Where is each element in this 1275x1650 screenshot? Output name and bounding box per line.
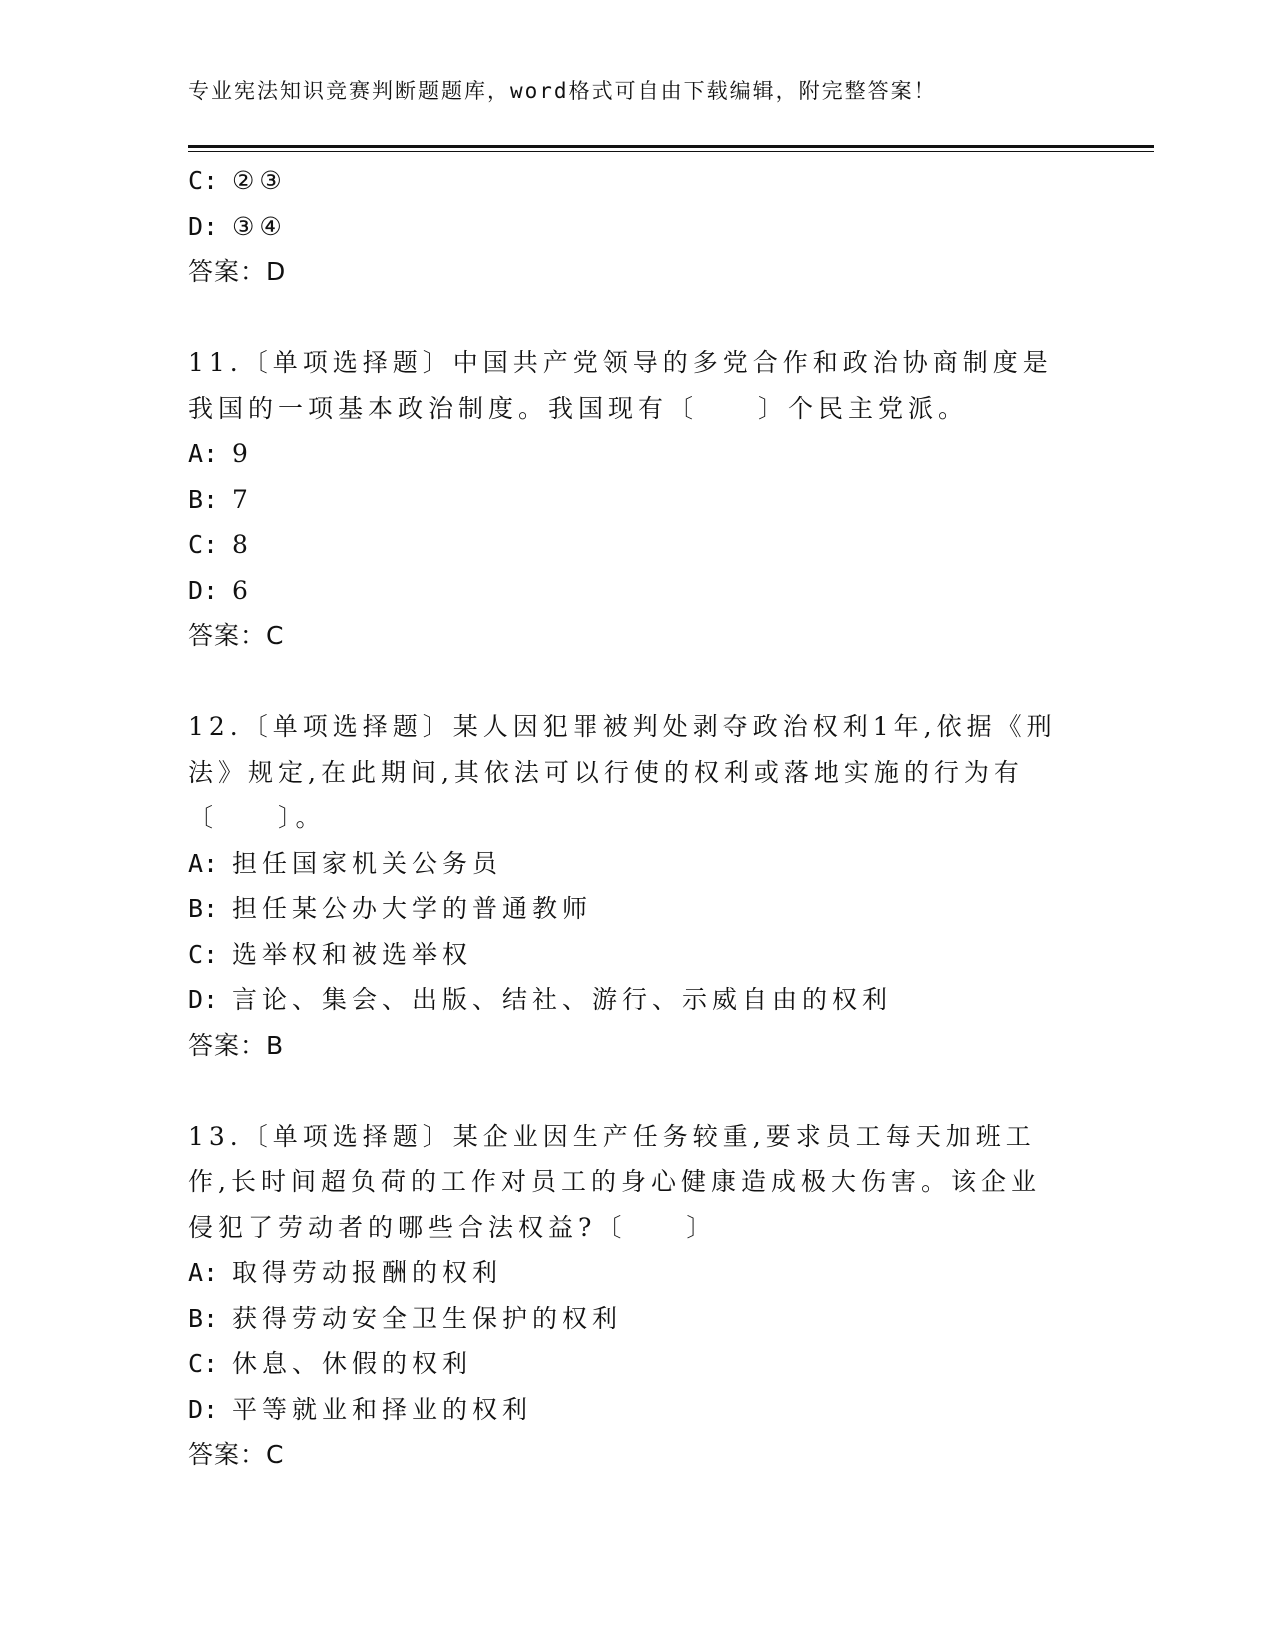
option-text: 选举权和被选举权: [232, 939, 473, 969]
option-b: [188, 1296, 1088, 1342]
question-stem: 12.〔单项选择题〕某人因犯罪被判处剥夺政治权利1年,依据《刑法》规定,在此期间,其依法可以行使的权利或落地实施的行为有〔 〕。: [188, 712, 1057, 832]
question-12: [188, 704, 1088, 1068]
answer-line: 答案：D: [188, 257, 287, 286]
option-a: [188, 431, 1088, 477]
question-11: [188, 340, 1088, 659]
question-13: [188, 1114, 1088, 1478]
option-text: 获得劳动安全卫生保护的权利: [232, 1303, 623, 1333]
option-letter: A:: [188, 1258, 219, 1287]
spacer: [188, 659, 1088, 705]
option-letter: C:: [188, 166, 219, 195]
answer-line: 答案：B: [188, 1030, 285, 1060]
option-letter: B:: [188, 484, 219, 514]
option-text: 担任国家机关公务员: [232, 848, 503, 878]
header-rule-thick: [188, 145, 1154, 148]
option-letter: C:: [188, 939, 219, 969]
spacer: [188, 1068, 1088, 1114]
option-text: 7: [232, 484, 253, 514]
option-c: [188, 522, 1088, 568]
option-d: [188, 204, 1088, 250]
option-text: ③④: [232, 211, 287, 241]
option-text: ②③: [232, 166, 287, 195]
option-b: [188, 477, 1088, 523]
option-c: [188, 1341, 1088, 1387]
option-d: [188, 1387, 1088, 1433]
option-letter: B:: [188, 894, 219, 923]
option-text: 8: [232, 530, 253, 559]
option-text: 6: [232, 575, 253, 605]
option-text: 9: [232, 439, 253, 468]
header-rule-thin: [188, 151, 1154, 152]
option-letter: D:: [188, 985, 219, 1014]
option-d: [188, 568, 1088, 614]
option-text: 言论、集会、出版、结社、游行、示威自由的权利: [232, 985, 893, 1014]
option-letter: D:: [188, 575, 219, 605]
option-letter: A:: [188, 439, 219, 468]
option-text: 休息、休假的权利: [232, 1349, 473, 1378]
option-b: [188, 886, 1088, 932]
option-text: 取得劳动报酬的权利: [232, 1258, 503, 1287]
option-a: [188, 841, 1088, 887]
option-a: [188, 1250, 1088, 1296]
question-stem: 13.〔单项选择题〕某企业因生产任务较重,要求员工每天加班工作,长时间超负荷的工作对员工的身心健康造成极大伤害。该企业侵犯了劳动者的哪些合法权益?〔 〕: [188, 1121, 1041, 1242]
option-letter: B:: [188, 1303, 219, 1333]
page-header: 专业宪法知识竞赛判断题题库，word格式可自由下载编辑，附完整答案！: [188, 79, 937, 103]
option-letter: D:: [188, 211, 219, 241]
option-d: [188, 977, 1088, 1023]
answer-line: 答案：C: [188, 621, 285, 650]
answer-line: 答案：C: [188, 1440, 285, 1469]
option-letter: C:: [188, 1349, 219, 1378]
prev-question-block: [188, 158, 1088, 295]
option-letter: A:: [188, 848, 219, 878]
option-letter: C:: [188, 530, 219, 559]
document-body: [188, 158, 1088, 1478]
option-c: [188, 932, 1088, 978]
option-letter: D:: [188, 1394, 219, 1424]
option-text: 平等就业和择业的权利: [232, 1394, 533, 1424]
option-text: 担任某公办大学的普通教师: [232, 894, 593, 923]
option-c: [188, 158, 1088, 204]
spacer: [188, 295, 1088, 341]
question-stem: 11.〔单项选择题〕中国共产党领导的多党合作和政治协商制度是我国的一项基本政治制度。我国现有〔 〕个民主党派。: [188, 348, 1053, 423]
